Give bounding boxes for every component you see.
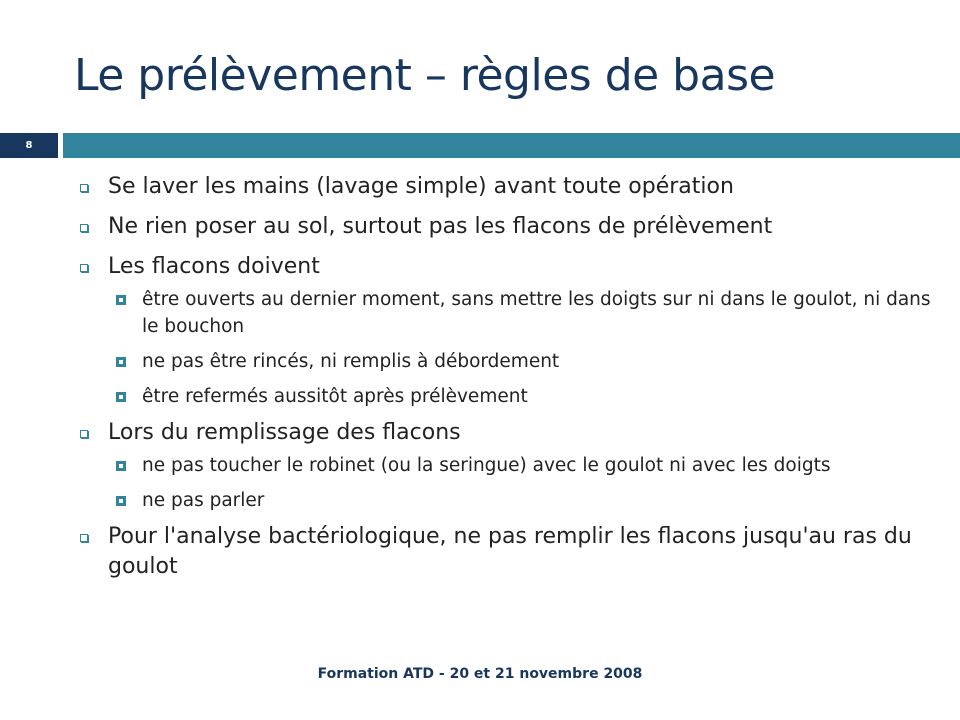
- bullet-item: [74, 252, 934, 282]
- filled-square-bullet-icon: [116, 392, 126, 402]
- sub-bullet-text: ne pas être rincés, ni remplis à débordement: [142, 351, 560, 372]
- filled-square-bullet-icon: [116, 295, 126, 305]
- sub-bullet-text: ne pas parler: [142, 490, 265, 511]
- bullet-text: Ne rien poser au sol, surtout pas les flacons de prélèvement: [108, 214, 773, 239]
- square-bullet-icon: [80, 184, 88, 192]
- filled-square-bullet-icon: [116, 496, 126, 506]
- bullet-item: [74, 172, 934, 202]
- sub-bullet-item: [74, 383, 934, 410]
- bullet-item: [74, 212, 934, 242]
- square-bullet-icon: [80, 224, 88, 232]
- slide-footer: Formation ATD - 20 et 21 novembre 2008: [317, 666, 643, 682]
- bullet-item: [74, 418, 934, 448]
- sub-bullet-item: [74, 452, 934, 479]
- sub-bullet-item: [74, 286, 934, 340]
- sub-bullet-list: [74, 452, 934, 514]
- bullet-text: Se laver les mains (lavage simple) avant toute opération: [108, 174, 734, 199]
- square-bullet-icon: [80, 534, 88, 542]
- bullet-text: Les flacons doivent: [108, 254, 320, 279]
- sub-bullet-item: [74, 348, 934, 375]
- slide-title: Le prélèvement – règles de base: [74, 50, 776, 101]
- sub-bullet-text: ne pas toucher le robinet (ou la seringue) avec le goulot ni avec les doigts: [142, 455, 831, 476]
- sub-bullet-text: être ouverts au dernier moment, sans mettre les doigts sur ni dans le goulot, ni dans le bouchon: [142, 289, 931, 337]
- filled-square-bullet-icon: [116, 461, 126, 471]
- bullet-list: [74, 172, 934, 592]
- bullet-text: Pour l'analyse bactériologique, ne pas remplir les flacons jusqu'au ras du goulot: [108, 524, 912, 579]
- bullet-text: Lors du remplissage des flacons: [108, 420, 461, 445]
- sub-bullet-item: [74, 487, 934, 514]
- title-underline-bar: [63, 133, 960, 158]
- sub-bullet-list: [74, 286, 934, 410]
- slide-number: 8: [0, 133, 58, 158]
- bullet-item: [74, 522, 934, 582]
- sub-bullet-text: être refermés aussitôt après prélèvement: [142, 386, 528, 407]
- square-bullet-icon: [80, 264, 88, 272]
- filled-square-bullet-icon: [116, 357, 126, 367]
- square-bullet-icon: [80, 430, 88, 438]
